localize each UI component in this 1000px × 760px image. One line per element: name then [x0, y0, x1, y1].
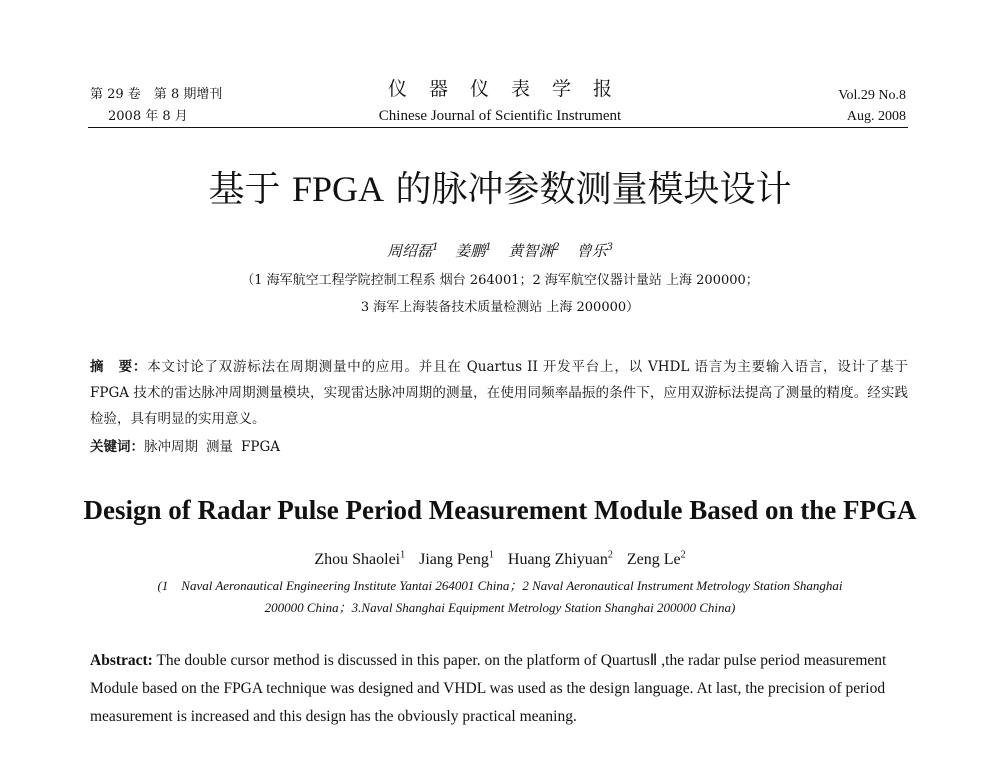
affiliation-cn-line2: 3 海军上海装备技术质量检测站 上海 200000）	[360, 300, 640, 315]
keywords-cn	[90, 434, 288, 460]
author-list-en	[0, 550, 1000, 569]
volume-issue: 第 29 卷 第 8 期增刊	[90, 87, 223, 102]
affiliation-en-line2: 200000 China；3.Naval Shanghai Equipment Metrology Station Shanghai 200000 China)	[264, 600, 736, 615]
author-cn: 曾乐$^3$	[576, 242, 613, 260]
abstract-cn	[90, 354, 908, 432]
title-cn-part2: 的脉冲参数测量模块设计	[384, 169, 792, 210]
journal-name-cn: 仪器仪表学报	[387, 78, 634, 100]
paper-title-en: Design of Radar Pulse Period Measurement Module Based on the FPGA	[83, 495, 917, 525]
issue-date-cn: 2008 年 8 月	[108, 109, 188, 124]
abstract-en-text: The double cursor method is discussed in this paper. on the platform of QuartusⅡ ,the radar pulse period measurement Module based on the FPGA technique was designed and VHDL was used as the design language. At last, the precision of period measurement is increased and this design has the obviously practical meaning.	[90, 652, 887, 725]
author-cn: 黄智渊$^2$	[508, 242, 560, 260]
keyword: FPGA	[241, 439, 280, 455]
author-en: Jiang Peng$^1$	[419, 550, 494, 569]
abstract-en-label: Abstract:	[90, 652, 153, 669]
abstract-cn-text: 本文讨论了双游标法在周期测量中的应用。并且在 Quartus II 开发平台上，以 VHDL 语言为主要输入语言，设计了基于 FPGA 技术的雷达脉冲周期测量模块，实现雷达脉冲周期的测量，在使用同频率晶振的条件下，应用双游标法提高了测量的精度。经实践检验，具有明显的实用意义。	[90, 359, 909, 427]
author-en: Huang Zhiyuan$^2$	[507, 550, 613, 569]
author-cn: 周绍磊$^1$	[387, 242, 439, 260]
keywords-cn-label: 关键词：	[90, 439, 144, 455]
volume-issue-en: Vol.29 No.8	[838, 88, 906, 103]
journal-name-en: Chinese Journal of Scientific Instrument	[378, 108, 622, 124]
title-cn-part1: 基于	[208, 169, 292, 210]
paper-title-cn	[0, 166, 1000, 213]
affiliation-en-line1: (1 Naval Aeronautical Engineering Institute Yantai 264001 China；2 Naval Aeronautical Instrument Metrology Station Shanghai	[157, 578, 843, 593]
title-cn-latin: FPGA	[291, 169, 385, 209]
issue-date-en: Aug. 2008	[846, 109, 906, 124]
author-en: Zeng Le$^2$	[626, 550, 686, 569]
header-rule	[88, 127, 908, 128]
author-en: Zhou Shaolei$^1$	[314, 550, 406, 569]
affiliation-cn-line1: （1 海军航空工程学院控制工程系 烟台 264001；2 海军航空仪器计量站 上海 200000；	[241, 273, 759, 288]
author-cn: 姜鹏$^1$	[455, 242, 492, 260]
abstract-en	[90, 647, 908, 731]
author-list-cn	[0, 240, 1000, 261]
keyword: 测量	[206, 439, 233, 455]
abstract-cn-label: 摘 要：	[90, 359, 148, 375]
keyword: 脉冲周期	[144, 439, 198, 455]
